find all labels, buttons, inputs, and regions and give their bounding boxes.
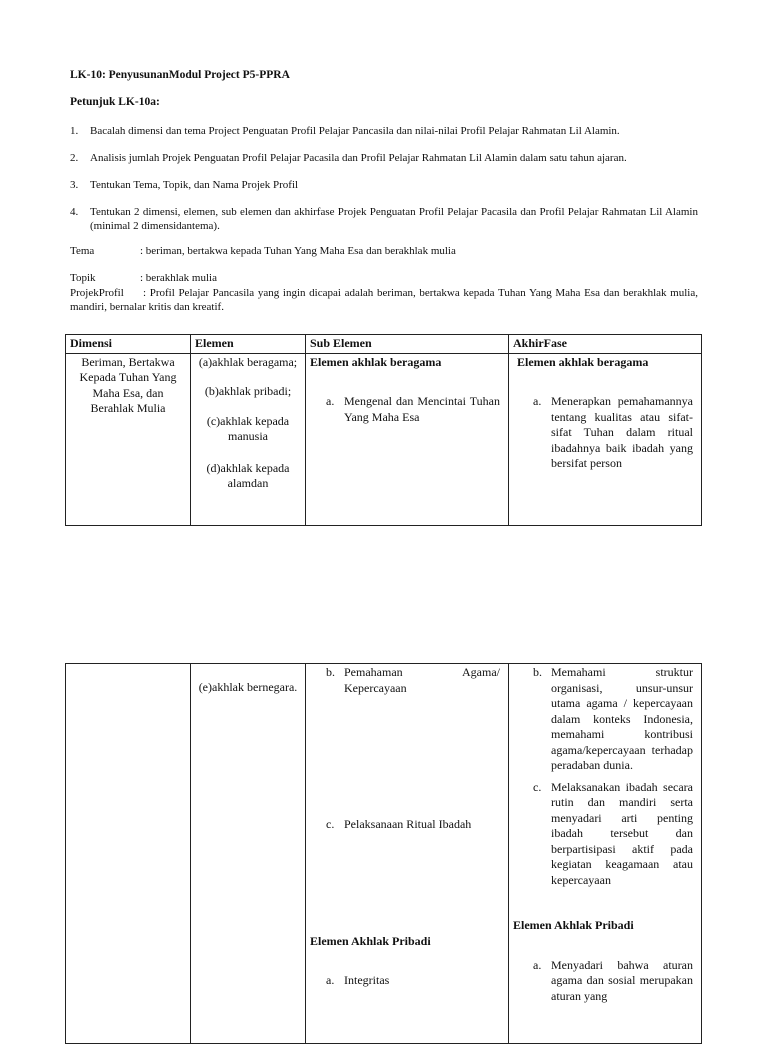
instruction-number: 4.	[70, 206, 79, 218]
item-letter: a.	[533, 957, 542, 972]
elemen-item: (e)akhlak bernegara.	[198, 680, 298, 694]
sub-elemen-cell	[306, 664, 509, 1044]
item-letter: b.	[533, 665, 542, 679]
instruction-item	[70, 124, 698, 138]
elemen-cell	[191, 353, 306, 525]
instruction-item	[70, 205, 698, 233]
item-letter: a.	[326, 973, 335, 987]
topik-label: Topik	[70, 272, 96, 284]
header-sub-elemen: Sub Elemen	[306, 335, 509, 354]
akhir-fase-cell	[509, 664, 702, 1044]
instruction-text: Tentukan Tema, Topik, dan Nama Projek Profil	[90, 179, 299, 191]
akhir-fase-heading: Elemen akhlak beragama	[517, 354, 649, 369]
sub-elemen-cell	[306, 353, 509, 525]
akhir-fase-item	[513, 665, 697, 774]
document-title: LK-10: PenyusunanModul Project P5-PPRA	[70, 69, 290, 81]
item-letter: a.	[533, 394, 542, 408]
item-letter: c.	[326, 817, 335, 831]
item-text: Menyadari bahwa aturan agama dan sosial merupakan aturan yang	[551, 957, 693, 1003]
item-letter: c.	[533, 779, 542, 794]
akhir-fase-item	[513, 394, 697, 472]
item-text: Menerapkan pemahamannya tentang kualitas atau sifat-sifat Tuhan dalam ritual ibadahnya baik ibadah yang bersifat person	[551, 394, 693, 470]
sub-elemen-heading: Elemen Akhlak Pribadi	[310, 933, 431, 948]
item-text: Pelaksanaan Ritual Ibadah	[344, 817, 472, 831]
projek-value: : Profil Pelajar Pancasila yang ingin dicapai adalah beriman, bertakwa kepada Tuhan Yang Maha Esa dan berakhlak mulia, mandiri, bernalar kritis dan kreatif.	[70, 287, 698, 313]
tema-value: : beriman, bertakwa kepada Tuhan Yang Maha Esa dan berakhlak mulia	[140, 245, 456, 257]
item-letter: a.	[326, 394, 335, 408]
header-akhir-fase: AkhirFase	[509, 335, 702, 354]
dimensi-cell	[66, 664, 191, 1044]
projek-block	[70, 286, 698, 314]
elemen-item: (a)akhlak beragama;	[198, 354, 298, 369]
item-letter: b.	[326, 665, 335, 679]
sub-elemen-heading: Elemen akhlak beragama	[310, 354, 442, 369]
dimensi-text: Beriman, Bertakwa Kepada Tuhan Yang Maha Esa, dan Berahlak Mulia	[79, 354, 177, 415]
elemen-item: (c)akhlak kepada manusia	[206, 413, 290, 443]
header-elemen: Elemen	[191, 335, 306, 354]
dimension-table-continued	[65, 663, 702, 1044]
dimension-table	[65, 334, 702, 526]
akhir-fase-item	[513, 958, 697, 1005]
item-text: Pemahaman Agama/ Kepercayaan	[344, 665, 500, 695]
item-text: Memahami struktur organisasi, unsur-unsur utama agama / kepercayaan dalam konteks Indonesia, memahami kontribusi agama/kepercayaan terhadap peradaban dunia.	[551, 665, 693, 772]
instruction-item	[70, 151, 698, 165]
akhir-fase-item	[513, 780, 697, 889]
projek-row	[70, 286, 698, 314]
akhir-fase-heading: Elemen Akhlak Pribadi	[513, 918, 634, 932]
tema-label: Tema	[70, 245, 95, 257]
topik-row	[70, 271, 698, 285]
sub-elemen-item	[310, 394, 504, 425]
instruction-text: Analisis jumlah Projek Penguatan Profil Pelajar Pacasila dan Profil Pelajar Rahmatan Lil Alamin dalam satu tahun ajaran.	[90, 152, 627, 164]
item-text: Melaksanakan ibadah secara rutin dan mandiri serta menyadari arti penting ibadah tersebut dan berpartisipasi aktif pada kegiatan keagamaan atau kepercayaan	[551, 779, 693, 887]
akhir-fase-cell	[509, 353, 702, 525]
instruction-number: 3.	[70, 179, 79, 191]
elemen-cell	[191, 664, 306, 1044]
sub-elemen-item	[310, 973, 504, 989]
instructions-heading: Petunjuk LK-10a:	[70, 96, 160, 108]
topik-value: : berakhlak mulia	[140, 272, 217, 284]
instruction-number: 2.	[70, 152, 79, 164]
sub-elemen-item	[310, 817, 504, 833]
tema-row	[70, 244, 698, 258]
instruction-number: 1.	[70, 125, 79, 137]
elemen-item: (d)akhlak kepada alamdan	[206, 460, 290, 490]
header-dimensi: Dimensi	[66, 335, 191, 354]
dimensi-cell	[66, 353, 191, 525]
item-text: Mengenal dan Mencintai Tuhan Yang Maha Esa	[344, 394, 500, 424]
instruction-text: Tentukan 2 dimensi, elemen, sub elemen dan akhirfase Projek Penguatan Profil Pelajar Pacasila dan Profil Pelajar Rahmatan Lil Alamin (minimal 2 dimensidantema).	[90, 206, 698, 232]
elemen-item: (b)akhlak pribadi;	[204, 384, 292, 398]
instruction-item	[70, 178, 698, 192]
instruction-text: Bacalah dimensi dan tema Project Penguatan Profil Pelajar Pancasila dan nilai-nilai Profil Pelajar Rahmatan Lil Alamin.	[90, 125, 620, 137]
item-text: Integritas	[344, 973, 390, 987]
projek-label: ProjekProfil	[70, 287, 124, 299]
sub-elemen-item	[310, 665, 504, 696]
